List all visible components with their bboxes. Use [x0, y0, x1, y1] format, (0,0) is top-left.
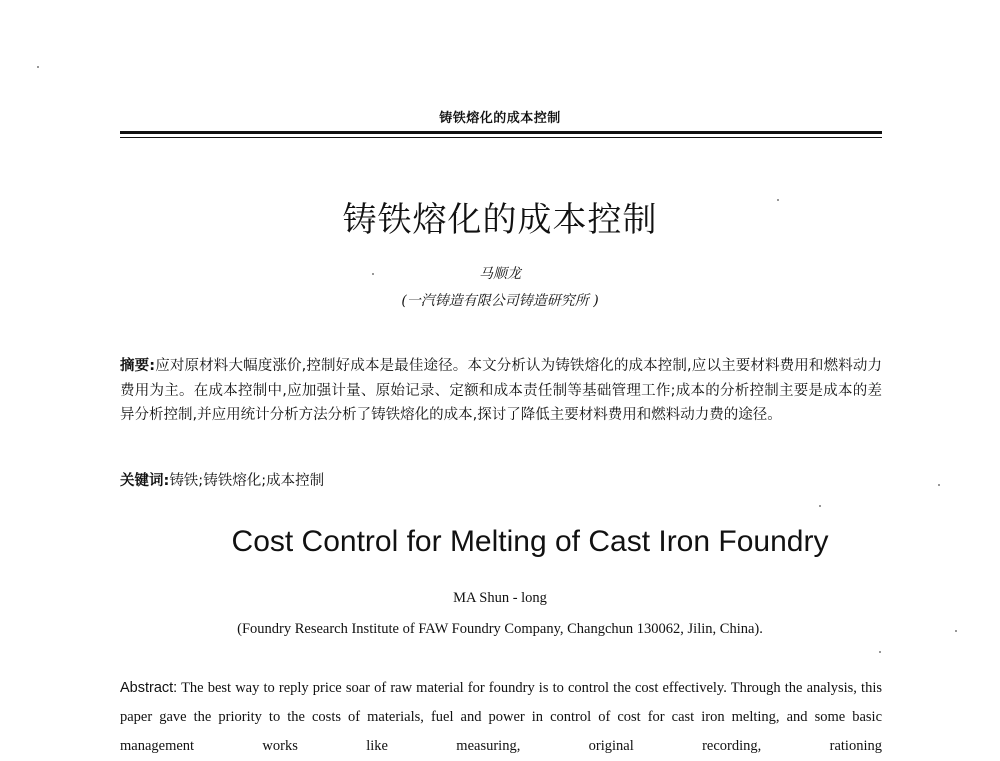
header-rule-thin [120, 137, 882, 138]
chinese-author: 马顺龙 [479, 266, 521, 282]
running-header: 铸铁熔化的成本控制 [439, 111, 561, 126]
chinese-affiliation: (一汽铸造有限公司铸造研究所 ) [401, 293, 599, 309]
scan-speck [37, 66, 39, 68]
english-affiliation: (Foundry Research Institute of FAW Foundry Company, Changchun 130062, Jilin, China). [237, 621, 763, 637]
scan-speck [955, 630, 957, 632]
scan-speck [938, 484, 940, 486]
chinese-title: 铸铁熔化的成本控制 [342, 200, 658, 240]
scan-speck [777, 199, 779, 201]
chinese-keywords [120, 470, 882, 492]
english-abstract-text: The best way to reply price soar of raw material for foundry is to control the cost effectively. Through the analysis, this paper gave the priority to the costs of materials, fuel and power in control of cost for cast iron melting, and some basic management works like measuring, original recording, rationing [120, 680, 882, 754]
chinese-keywords-label: 关键词: [120, 473, 170, 489]
english-author: MA Shun - long [453, 590, 547, 606]
chinese-abstract [120, 354, 882, 428]
chinese-keywords-text: 铸铁;铸铁熔化;成本控制 [169, 473, 325, 489]
english-abstract-label: Abstract: [120, 680, 178, 696]
chinese-abstract-text: 应对原材料大幅度涨价,控制好成本是最佳途径。本文分析认为铸铁熔化的成本控制,应以主要材料费用和燃料动力费用为主。在成本控制中,应加强计量、原始记录、定额和成本责任制等基础管理工作;成本的分析控制主要是成本的差异分析控制,并应用统计分析方法分析了铸铁熔化的成本,探讨了降低主要材料费用和燃料动力费的途径。 [120, 358, 882, 423]
header-rule-thick [120, 131, 882, 134]
english-title: Cost Control for Melting of Cast Iron Foundry [231, 525, 829, 558]
english-abstract [120, 674, 882, 761]
scan-speck [819, 505, 821, 507]
scan-speck [372, 273, 374, 275]
scan-speck [879, 651, 881, 653]
chinese-abstract-label: 摘要: [120, 358, 156, 374]
